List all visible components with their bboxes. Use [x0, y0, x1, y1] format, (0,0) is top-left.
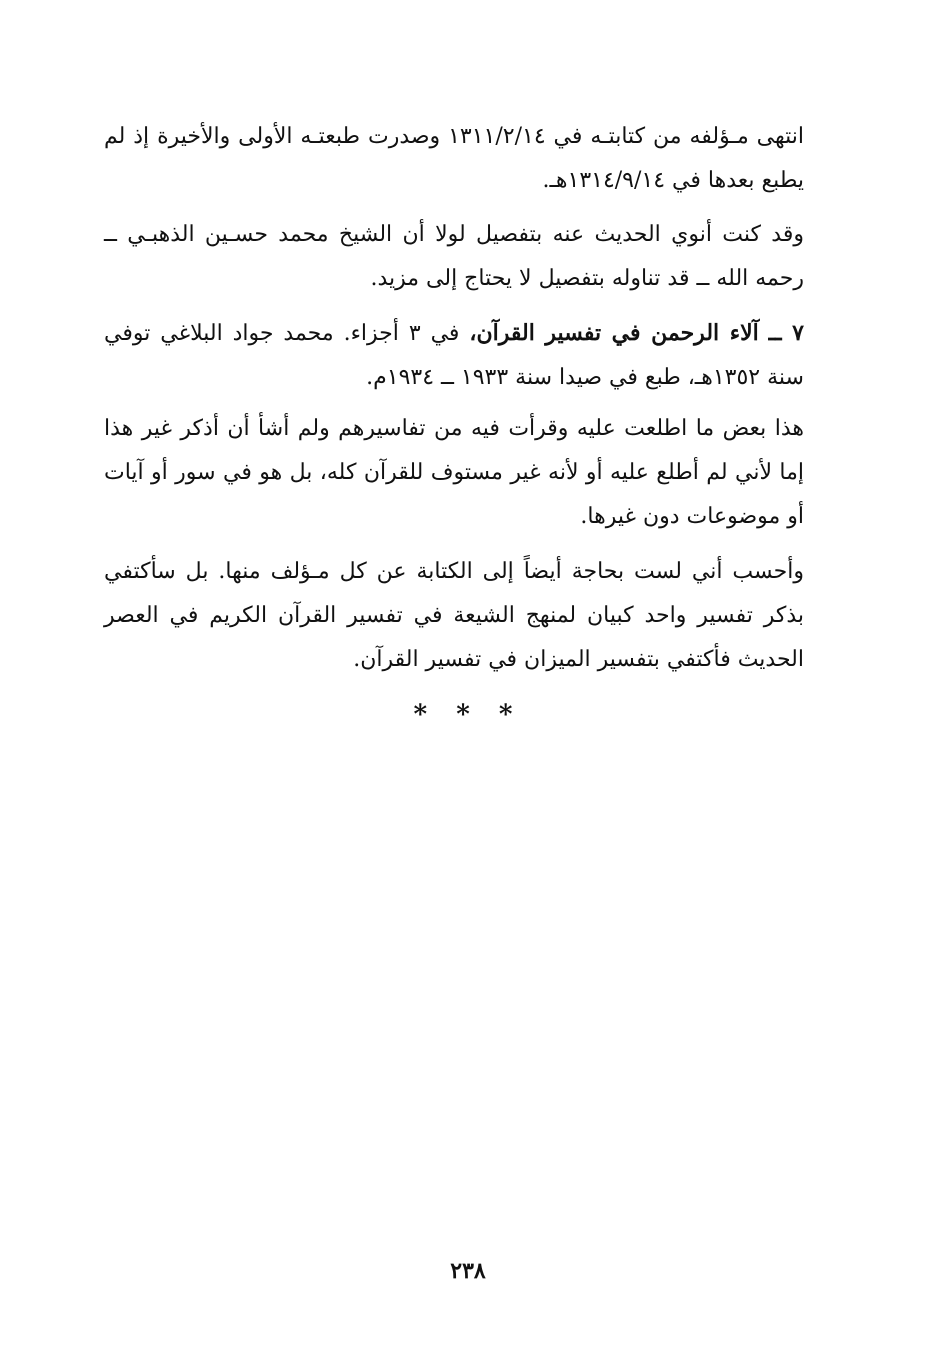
paragraph-summary: هذا بعض ما اطلعت عليه وقرأت فيه من تفاسيرهم ولم أشأ أن أذكر غير هذا إما لأني لم أطلع عليه أو لأنه غير مستوف للقرآن كله، بل هو في سور أو آيات أو موضوعات دون غيرها.: [104, 416, 804, 529]
paragraph-conclusion: وأحسب أني لست بحاجة أيضاً إلى الكتابة عن كل مـؤلف منها. بل سأكتفي بذكر تفسير واحد كبيان لمنهج الشيعة في تفسير القرآن الكريم في العصر الحديث فأكتفي بتفسير الميزان في تفسير القرآن.: [104, 559, 804, 672]
paragraph-authorship-dates: انتهى مـؤلفه من كتابتـه في ١٣١١/٢/١٤ وصدرت طبعتـه الأولى والأخيرة إذ لم يطبع بعدها في ١٣١٤/٩/١٤هـ.: [104, 124, 804, 193]
section-separator: * * *: [413, 700, 523, 730]
book-title: آلاء الرحمن في تفسير القرآن،: [469, 320, 759, 346]
paragraph-dhahabi-reference: وقد كنت أنوي الحديث عنه بتفصيل لولا أن الشيخ محمد حسـين الذهبـي ــ رحمه الله ــ قد تناوله بتفصيل لا يحتاج إلى مزيد.: [104, 222, 804, 291]
list-item-7: [104, 311, 804, 400]
book-details: في ٣ أجزاء. محمد جواد البلاغي توفي سنة ١٣٥٢هـ، طبع في صيدا سنة ١٩٣٣ ــ ١٩٣٤م.: [104, 321, 804, 390]
page-number: ٢٣٨: [450, 1258, 486, 1284]
list-item-number: ٧ ــ: [768, 320, 804, 346]
